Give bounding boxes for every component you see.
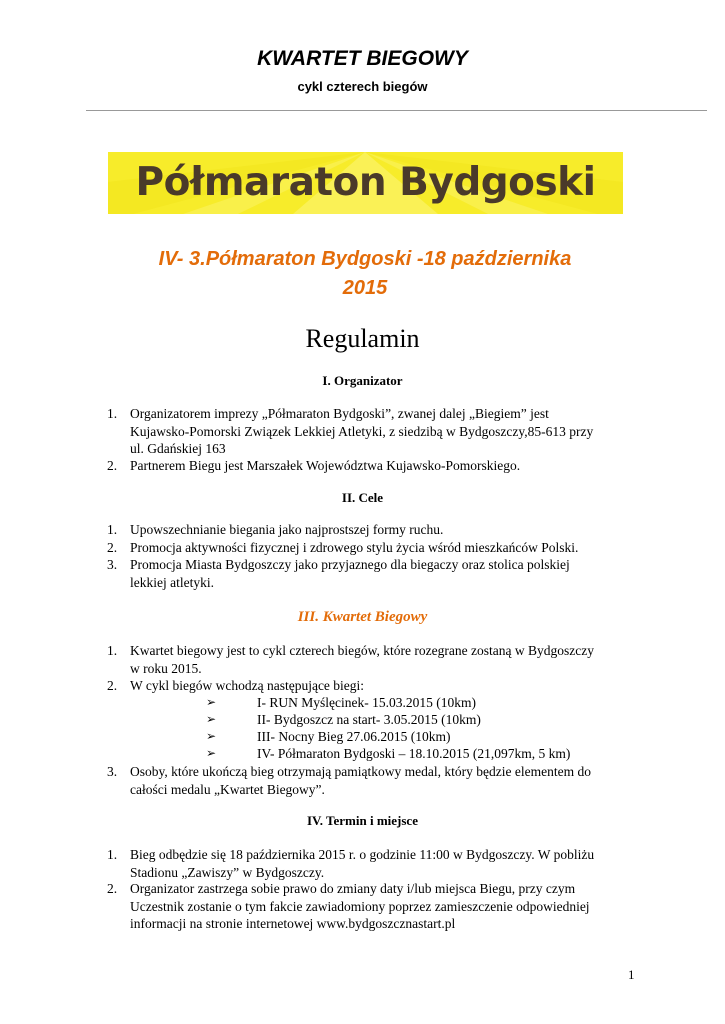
list-item [130, 405, 650, 458]
list-number: 2. [107, 540, 118, 555]
list-number: 3. [107, 557, 118, 572]
banner-text: Półmaraton Bydgoski [135, 160, 596, 205]
list-item-line: Promocja Miasta Bydgoszczy jako przyjaznego dla biegaczy oraz stolica polskiej [130, 557, 570, 572]
list-number: 1. [107, 522, 118, 537]
event-banner [108, 152, 623, 214]
arrow-bullet-icon: ➢ [206, 712, 217, 726]
document-title: Regulamin [305, 324, 420, 353]
list-number: 2. [107, 881, 118, 896]
header-title: KWARTET BIEGOWY [257, 47, 468, 70]
list-item-line: Stadionu „Zawiszy” w Bydgoszczy. [130, 864, 325, 880]
race-list-item: III- Nocny Bieg 27.06.2015 (10km) [257, 729, 451, 744]
list-item-line: Osoby, które ukończą bieg otrzymają pamiątkowy medal, który będzie elementem do [130, 764, 591, 779]
list-item-line: Partnerem Biegu jest Marszałek Województwa Kujawsko-Pomorskiego. [130, 458, 521, 473]
list-number: 2. [107, 458, 118, 473]
event-title [80, 245, 650, 303]
list-item-line: Bieg odbędzie się 18 października 2015 r. o godzinie 11:00 w Bydgoszczy. W pobliżu [130, 847, 595, 862]
list-number: 1. [107, 643, 118, 658]
list-item [130, 642, 650, 677]
list-item-line: Organizator zastrzega sobie prawo do zmiany daty i/lub miejsca Biegu, przy czym [130, 881, 576, 896]
race-list-item: I- RUN Myślęcinek- 15.03.2015 (10km) [257, 695, 476, 710]
list-item [130, 763, 650, 798]
section-heading-organizator: I. Organizator [322, 373, 403, 388]
list-item [130, 880, 650, 933]
list-item-line: Kujawsko-Pomorski Związek Lekkiej Atletyki, z siedzibą w Bydgoszczy,85-613 przy [130, 423, 594, 439]
list-item [130, 521, 650, 539]
list-item [130, 457, 650, 475]
list-number: 3. [107, 764, 118, 779]
header-divider [86, 110, 707, 111]
section-heading-cele: II. Cele [341, 490, 384, 505]
header-subtitle: cykl czterech biegów [297, 79, 428, 94]
arrow-bullet-icon: ➢ [206, 746, 217, 760]
list-number: 2. [107, 678, 118, 693]
list-item-line: całości medalu „Kwartet Biegowy”. [130, 781, 325, 797]
list-number: 1. [107, 847, 118, 862]
list-item-line: W cykl biegów wchodzą następujące biegi: [130, 678, 365, 693]
section-heading-termin-i-miejsce: IV. Termin i miejsce [307, 813, 418, 828]
list-item-line: Kwartet biegowy jest to cykl czterech biegów, które rozegrane zostaną w Bydgoszczy [130, 643, 594, 658]
list-item [130, 846, 650, 881]
list-item-line: Uczestnik zostanie o tym fakcie zawiadomiony poprzez zamieszczenie odpowiedniej [130, 898, 590, 914]
event-title-line-2: 2015 [342, 277, 388, 299]
section-heading-kwartet-biegowy: III. Kwartet Biegowy [297, 609, 428, 625]
list-item-line: lekkiej atletyki. [130, 574, 214, 590]
event-title-line-1: IV- 3.Półmaraton Bydgoski -18 października [158, 248, 572, 270]
list-item-line: w roku 2015. [130, 660, 202, 676]
list-item [130, 539, 650, 557]
list-item-line: Promocja aktywności fizycznej i zdrowego stylu życia wśród mieszkańców Polski. [130, 540, 579, 555]
list-item [130, 677, 650, 695]
page-number: 1 [628, 967, 635, 982]
arrow-bullet-icon: ➢ [206, 729, 217, 743]
list-item [130, 556, 650, 591]
arrow-bullet-icon: ➢ [206, 695, 217, 709]
race-list-item: IV- Półmaraton Bydgoski – 18.10.2015 (21,097km, 5 km) [257, 746, 571, 761]
list-item-line: informacji na stronie internetowej www.bydgoszcznastart.pl [130, 916, 456, 931]
list-item-line: Upowszechnianie biegania jako najprostszej formy ruchu. [130, 522, 444, 537]
list-number: 1. [107, 406, 118, 421]
race-list-item: II- Bydgoszcz na start- 3.05.2015 (10km) [257, 712, 481, 727]
list-item-line: Organizatorem imprezy „Półmaraton Bydgoski”, zwanej dalej „Biegiem” jest [130, 406, 549, 421]
list-item-line: ul. Gdańskiej 163 [130, 441, 226, 456]
